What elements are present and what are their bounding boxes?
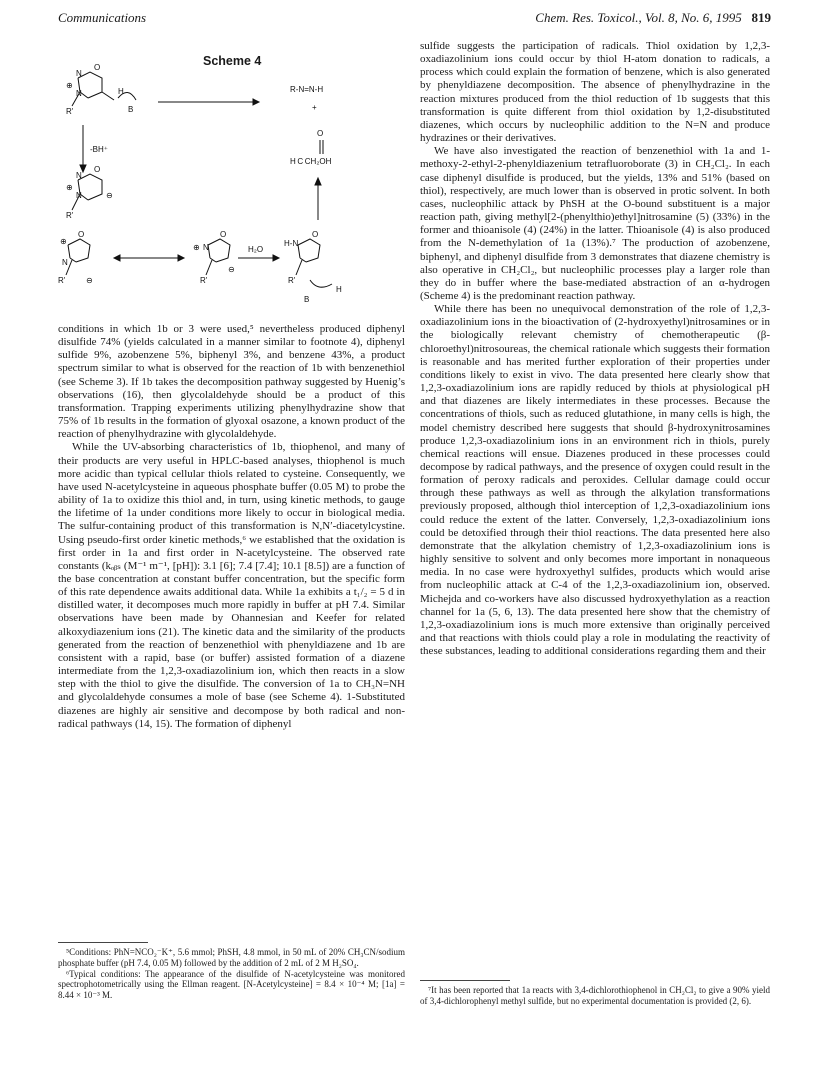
scheme-4-figure bbox=[58, 40, 405, 320]
journal-name: Chem. Res. Toxicol., bbox=[535, 10, 642, 25]
footnote-rule bbox=[420, 980, 510, 981]
base-top: B bbox=[128, 105, 134, 114]
atom-n2-mid: N bbox=[76, 191, 82, 200]
base-bottom: B bbox=[304, 295, 310, 304]
right-column-text bbox=[420, 40, 770, 658]
footnote-5: ⁵Conditions: PhN=NCO₂⁻K⁺, 5.6 mmol; PhSH, 4.8 mmol, in 50 mL of 20% CH₃CN/sodium phosphate buffer (pH 7.4, 0.05 M) followed by the addition of 2 mL of 2 M H₂SO₄. bbox=[58, 947, 405, 968]
atom-n2-top: N bbox=[76, 89, 82, 98]
reaction-scheme-drawing bbox=[58, 40, 405, 320]
footnote-7: ⁷It has been reported that 1a reacts with 3,4-dichlorothiophenol in CH₂Cl₂ to give a 90% yield of 3,4-dichlorophenyl methyl sulfide, but no experimental documentation is provided (2, 6). bbox=[420, 985, 770, 1006]
plus-sign: + bbox=[312, 103, 317, 112]
charge-plus-b2: ⊕ bbox=[193, 243, 200, 252]
journal-citation bbox=[535, 10, 771, 26]
paragraph: While there has been no unequivocal demonstration of the role of 1,2,3-oxadiazolinium ions in the bioactivation of (2-hydroxyethyl)nitrosamines or in the biologically relevant chemistry of chemotherapeutic (β-chloroethyl)nitrosoureas, the chemical rationale which suggests their formation is reasonable and has merited further exploration of their properties under conditions likely to exist in vivo. The data presented here clearly show that 1,2,3-oxadiazolinium ions are rapidly reduced by thiols at physiological pH and that diazenes are likely intermediates in these processes. Because the concentrations of thiols, such as reduced glutathione, in many cells is high, the model chemistry described here suggests that should β-hydroxynitrosamines produce 1,2,3-oxadiazolinium ions in an environment rich in thiols, purely chemical reactions will ensue. Diazenes produced in these processes could decompose by radical pathways, and the presence of oxygen could result in the formation of peroxy radicals and peroxides. Cellular damage could occur through these pathways as well as through the alkylation transformations previously proposed, although thiol interception of 1,2,3-oxadiazolinium ions could reduce the extent of the latter. Conversely, 1,2,3-oxadiazolinium ions could be detoxified through their thiol reactions. The data presented here also demonstrate that the alkylation chemistry of 1,2,3-oxadiazolinium ions is highly sensitive to solvent and only becomes more important in nonaqueous media. In no case were hydroxyethyl sulfides, products which would arise from nucleophilic attack at C-4 of the 1,2,3-oxadiazolinium ion, observed. Michejda and co-workers have also discussed hydroxyethylation as a reaction channel for 1a (5, 6, 13). The data presented here show that the chemistry of 1,2,3-oxadiazolinium ions is much more extensive than originally perceived and that reactions with thiols could play a role in modulating the reactivity of these substances, leading to additional considerations regarding them and their bbox=[420, 303, 770, 658]
water-label: H₂O bbox=[248, 245, 264, 254]
paragraph: We have also investigated the reaction of benzenethiol with 1a and 1-methoxy-2-ethyl-2-phenyldiazenium tetrafluoroborate (3) in CH₂Cl₂. In each case diphenyl disulfide is produced, but the yields, 13% and 51% (based on thiol), respectively, are much lower than is observed in protic solvent. In both cases, nucleophilic attack by PhSH at the O-bound substituent is a major reaction path, giving methyl[2-(phenylthio)ethyl]nitrosamine (5) (33%) in the former and thioanisole (4) (24%) in the latter. Thioanisole (4) is also produced from the N-demethylation of 1a (13%).⁷ The production of azobenzene, biphenyl, and diphenyl disulfide from 3 demonstrates that diazene chemistry is also operative in CH₂Cl₂, but nucleophilic processes play a larger role than they do in buffer where the base-mediated abstraction of an α-hydrogen (Scheme 4) is the predominant reaction pathway. bbox=[420, 145, 770, 302]
atom-o-b1: O bbox=[78, 230, 85, 239]
charge-minus-b1: ⊖ bbox=[86, 276, 93, 285]
paragraph: conditions in which 1b or 3 were used,⁵ nevertheless produced diphenyl disulfide 74% (yields calculated in a manner similar to footnote 4), diphenyl sulfide 9%, azobenzene 5%, biphenyl 3%, and benzene 43%, a product spectrum similar to what is observed for the reaction of 1b with benzenethiol (see Scheme 3). If 1b takes the decomposition pathway suggested by Huenig’s observations (16), then glycolaldehyde should be a product of this transformation. Trapping experiments utilizing phenylhydrazine show that 75% of 1b results in the formation of glyoxal osazone, a known product of the reaction of phenylhydrazine with glycolaldehyde. bbox=[58, 323, 405, 441]
paragraph: sulfide suggests the participation of radicals. Thiol oxidation by 1,2,3-oxadiazolinium ions could occur by thiol H-atom donation to radicals, a process which could explain the formation of benzene, which is also generated by phenyldiazene decomposition. The absence of phenylhydrazine in the reaction mixtures produced from the thiol reduction of 1b suggests that this transformation is quite different from thiol oxidation by 1,2-disubstituted diazenes, which occurs by nucleophilic addition to the N=N and produce hydrazines or their derivatives. bbox=[420, 40, 770, 145]
product-diazene: R-N=N-H bbox=[290, 85, 324, 94]
footnote-6: ⁶Typical conditions: The appearance of the disulfide of N-acetylcysteine was monitored spectrophotometrically using the Ellman reagent. [N-Acetylcysteine] = 8.4 × 10⁻⁴ M; [1a] = 8.44 × 10⁻³ M. bbox=[58, 968, 405, 1001]
h-top: H bbox=[118, 87, 124, 96]
atom-n-b1: N bbox=[62, 258, 68, 267]
charge-minus-mid: ⊖ bbox=[106, 191, 113, 200]
running-header bbox=[58, 10, 771, 30]
footnotes-right bbox=[420, 985, 770, 1007]
h-n-b3: H-N bbox=[284, 239, 299, 248]
atom-n-top: N bbox=[76, 69, 82, 78]
r-group-mid: R' bbox=[66, 211, 74, 220]
footnotes-left bbox=[58, 947, 405, 1001]
volume-issue: Vol. 8, No. 6, 1995 bbox=[644, 10, 742, 25]
h-bottom: H bbox=[336, 285, 342, 294]
atom-o-b2: O bbox=[220, 230, 227, 239]
atom-o-mid: O bbox=[94, 165, 101, 174]
r-group-b3: R' bbox=[288, 276, 296, 285]
carbonyl-oxygen: O bbox=[317, 129, 324, 138]
r-group-b1: R' bbox=[58, 276, 66, 285]
charge-plus: ⊕ bbox=[66, 81, 73, 90]
page-number: 819 bbox=[751, 10, 771, 25]
bh-plus-label: -BH⁺ bbox=[90, 145, 108, 154]
atom-o-b3: O bbox=[312, 230, 319, 239]
r-group-top: R' bbox=[66, 107, 74, 116]
charge-minus-b2: ⊖ bbox=[228, 265, 235, 274]
atom-n-b2: N bbox=[203, 243, 209, 252]
atom-n-mid: N bbox=[76, 171, 82, 180]
paragraph: While the UV-absorbing characteristics of 1b, thiophenol, and many of their products are very useful in HPLC-based analyses, thiophenol is much more acidic than typical cellular thiols related to cysteine. Consequently, we have used N-acetylcysteine in aqueous phosphate buffer (0.05 M) to probe the ability of 1a to oxidize this thiol and, in turn, using kinetic methods, to gauge the lifetime of 1a under conditions more likely to occur in biological media. The sulfur-containing product of this transformation is N,N′-diacetylcystine. Using pseudo-first order kinetic methods,⁶ we established that the oxidation is first order in 1a and first order in N-acetylcysteine. The observed rate constants (kₒᵦₛ (M⁻¹ m⁻¹, [pH]): 3.1 [6]; 7.4 [7.4]; 10.1 [8.5]) are a function of the base concentration at constant buffer concentration, but the specific form of this rate dependence awaits additional data. While 1a exhibits a t₁/₂ = 5 d in distilled water, it decomposes much more rapidly in buffer at pH 7.4. Similar observations have been made by Ohannesian and Keefer for related alkoxydiazenium ions (21). The kinetic data and the similarity of the products generated from the reaction of benzenethiol with phenyldiazene and 1b are consistent with a rapid, base (or buffer) assisted formation of a diazene intermediate from the 1,2,3-oxadiazolinium ion, which then reacts in a slow step with the thiol to give the disulfide. The conversion of 1a to CH₃N=NH and glycolaldehyde consumes a mole of base (see Scheme 4). 1-Substituted diazenes are highly air sensitive and decompose by both radical and non-radical pathways (14, 15). The formation of diphenyl bbox=[58, 441, 405, 730]
charge-plus-mid: ⊕ bbox=[66, 183, 73, 192]
footnote-rule bbox=[58, 942, 148, 943]
charge-plus-b1: ⊕ bbox=[60, 237, 67, 246]
section-name: Communications bbox=[58, 10, 147, 25]
glycolaldehyde: H C CH₂OH bbox=[290, 157, 332, 166]
r-group-b2: R' bbox=[200, 276, 208, 285]
atom-o-top: O bbox=[94, 63, 101, 72]
left-column-text bbox=[58, 323, 405, 731]
scheme-title: Scheme 4 bbox=[203, 54, 262, 68]
